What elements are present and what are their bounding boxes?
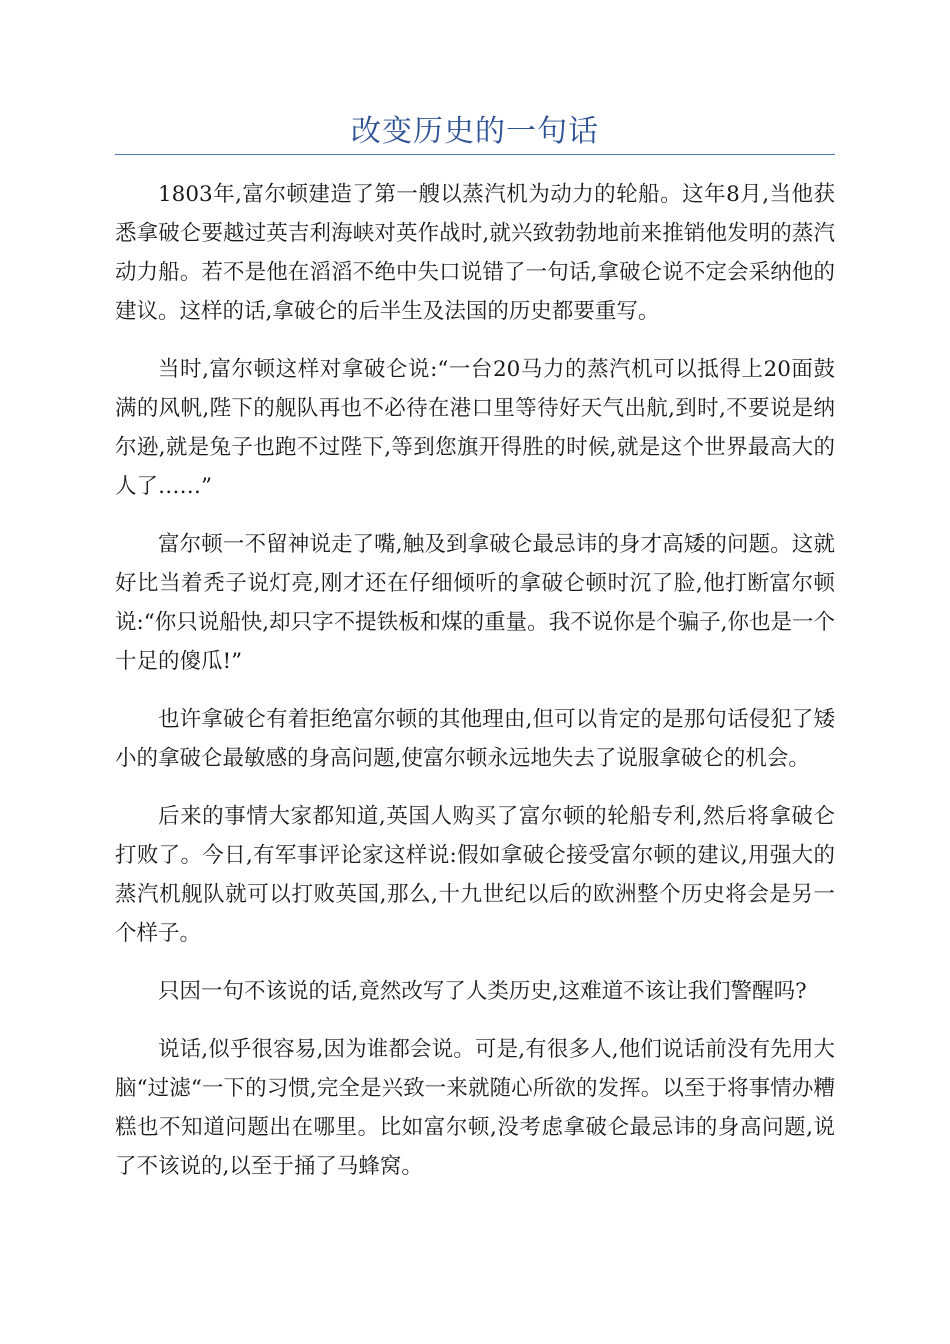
title-underline	[115, 154, 835, 155]
paragraph: 富尔顿一不留神说走了嘴,触及到拿破仑最忌讳的身才高矮的问题。这就好比当着秃子说灯亮,刚才还在仔细倾听的拿破仑顿时沉了脸,他打断富尔顿说:“你只说船快,却只字不提铁板和煤的重量。我不说你是个骗子,你也是一个十足的傻瓜!”	[115, 532, 835, 674]
paragraph: 说话,似乎很容易,因为谁都会说。可是,有很多人,他们说话前没有先用大脑“过滤“一下的习惯,完全是兴致一来就随心所欲的发挥。以至于将事情办糟糕也不知道问题出在哪里。比如富尔顿,没考虑拿破仑最忌讳的身高问题,说了不该说的,以至于捅了马蜂窝。	[115, 1037, 835, 1179]
document-title: 改变历史的一句话	[351, 114, 599, 149]
article-body	[115, 175, 835, 1205]
paragraph: 只因一句不该说的话,竟然改写了人类历史,这难道不该让我们警醒吗?	[158, 979, 807, 1004]
paragraph: 1803年,富尔顿建造了第一艘以蒸汽机为动力的轮船。这年8月,当他获悉拿破仑要越过英吉利海峡对英作战时,就兴致勃勃地前来推销他发明的蒸汽动力船。若不是他在滔滔不绝中失口说错了一句话,拿破仑说不定会采纳他的建议。这样的话,拿破仑的后半生及法国的历史都要重写。	[115, 182, 835, 324]
paragraph: 当时,富尔顿这样对拿破仑说:“一台20马力的蒸汽机可以抵得上20面鼓满的风帆,陛下的舰队再也不必待在港口里等待好天气出航,到时,不要说是纳尔逊,就是兔子也跑不过陛下,等到您旗开得胜的时候,就是这个世界最高大的人了……”	[115, 357, 835, 499]
paragraph: 也许拿破仑有着拒绝富尔顿的其他理由,但可以肯定的是那句话侵犯了矮小的拿破仑最敏感的身高问题,使富尔顿永远地失去了说服拿破仑的机会。	[115, 707, 835, 771]
paragraph: 后来的事情大家都知道,英国人购买了富尔顿的轮船专利,然后将拿破仑打败了。今日,有军事评论家这样说:假如拿破仑接受富尔顿的建议,用强大的蒸汽机舰队就可以打败英国,那么,十九世纪以后的欧洲整个历史将会是另一个样子。	[115, 804, 835, 946]
